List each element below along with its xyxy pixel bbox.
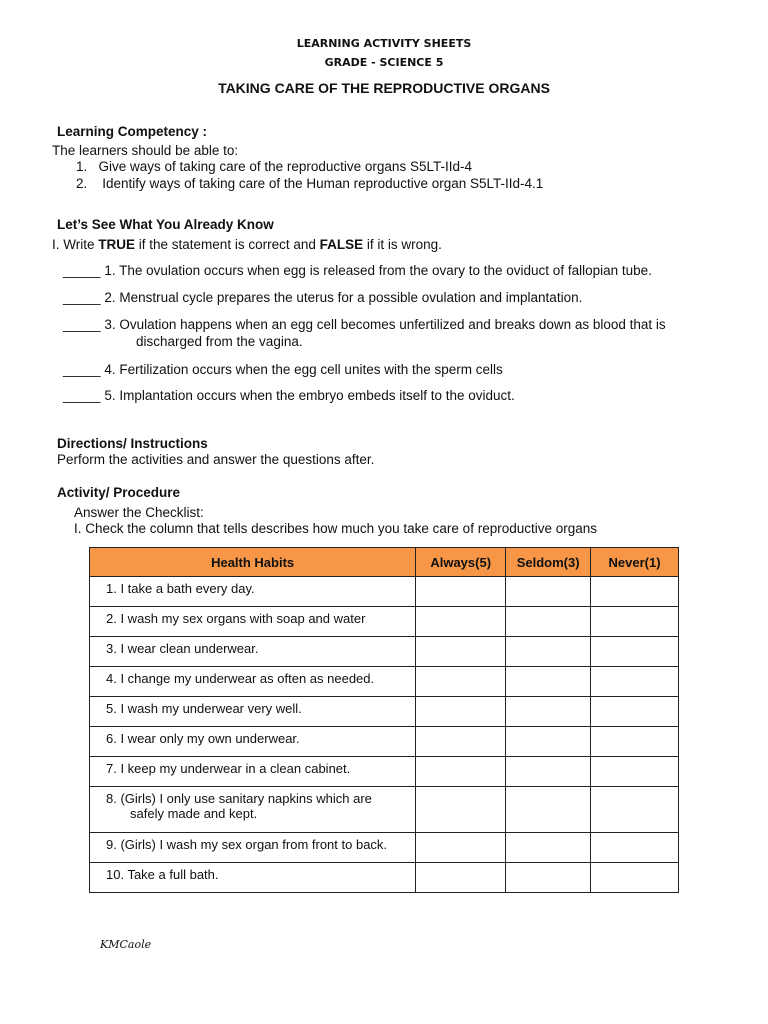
seldom-check-cell[interactable] <box>506 727 591 757</box>
table-row <box>90 787 679 833</box>
pretest-instructions <box>52 237 442 252</box>
pretest-item <box>63 362 503 377</box>
directions-text: Perform the activities and answer the questions after. <box>57 452 375 467</box>
table-row <box>90 697 679 727</box>
always-check-cell[interactable] <box>416 697 506 727</box>
always-check-cell[interactable] <box>416 863 506 893</box>
never-check-cell[interactable] <box>591 577 679 607</box>
habit-cell <box>90 787 416 833</box>
habit-cell: 10. Take a full bath. <box>90 863 416 893</box>
checklist-table <box>89 547 679 893</box>
activity-line: Answer the Checklist: <box>74 505 204 520</box>
competency-item <box>76 159 472 174</box>
never-check-cell[interactable] <box>591 757 679 787</box>
always-check-cell[interactable] <box>416 727 506 757</box>
habit-cell: 1. I take a bath every day. <box>90 577 416 607</box>
pretest-item <box>63 290 582 305</box>
habit-cell: 3. I wear clean underwear. <box>90 637 416 667</box>
directions-heading: Directions/ Instructions <box>57 436 208 451</box>
table-row <box>90 667 679 697</box>
pretest-item-text: 4. Fertilization occurs when the egg cell unites with the sperm cells <box>104 362 503 377</box>
always-check-cell[interactable] <box>416 607 506 637</box>
always-check-cell[interactable] <box>416 637 506 667</box>
col-header-health-habits: Health Habits <box>90 548 416 577</box>
table-row <box>90 757 679 787</box>
habit-text-continuation: safely made and kept. <box>130 806 258 821</box>
competency-heading: Learning Competency : <box>57 124 208 139</box>
col-header-seldom: Seldom(3) <box>506 548 591 577</box>
pretest-item <box>63 317 666 332</box>
author-signature: KMCaole <box>100 938 152 951</box>
habit-cell: 6. I wear only my own underwear. <box>90 727 416 757</box>
competency-num: 2. <box>76 176 88 191</box>
habit-cell: 4. I change my underwear as often as needed. <box>90 667 416 697</box>
pretest-item-text: 3. Ovulation happens when an egg cell becomes unfertilized and breaks down as blood that is <box>104 317 666 332</box>
seldom-check-cell[interactable] <box>506 577 591 607</box>
always-check-cell[interactable] <box>416 787 506 833</box>
table-row <box>90 863 679 893</box>
never-check-cell[interactable] <box>591 727 679 757</box>
never-check-cell[interactable] <box>591 637 679 667</box>
competency-item <box>76 176 543 191</box>
instr-true: TRUE <box>98 237 136 252</box>
pretest-item-text: 2. Menstrual cycle prepares the uterus for a possible ovulation and implantation. <box>104 290 583 305</box>
activity-line: I. Check the column that tells describes how much you take care of reproductive organs <box>74 521 598 536</box>
always-check-cell[interactable] <box>416 577 506 607</box>
habit-text: 8. (Girls) I only use sanitary napkins which are <box>106 791 372 806</box>
habit-cell: 2. I wash my sex organs with soap and water <box>90 607 416 637</box>
pretest-heading: Let’s See What You Already Know <box>57 217 274 232</box>
instr-mid: if the statement is correct and <box>135 237 320 252</box>
checklist-header-row <box>90 548 679 577</box>
col-header-never: Never(1) <box>591 548 679 577</box>
never-check-cell[interactable] <box>591 787 679 833</box>
seldom-check-cell[interactable] <box>506 637 591 667</box>
activity-heading: Activity/ Procedure <box>57 485 181 500</box>
never-check-cell[interactable] <box>591 667 679 697</box>
table-row <box>90 727 679 757</box>
seldom-check-cell[interactable] <box>506 757 591 787</box>
sheet-label: LEARNING ACTIVITY SHEETS <box>296 37 472 50</box>
seldom-check-cell[interactable] <box>506 667 591 697</box>
seldom-check-cell[interactable] <box>506 787 591 833</box>
always-check-cell[interactable] <box>416 757 506 787</box>
pretest-item <box>63 263 652 278</box>
never-check-cell[interactable] <box>591 607 679 637</box>
habit-cell: 9. (Girls) I wash my sex organ from front to back. <box>90 833 416 863</box>
answer-blank[interactable]: _____ <box>63 388 101 403</box>
grade-label: GRADE - SCIENCE 5 <box>324 56 444 69</box>
always-check-cell[interactable] <box>416 667 506 697</box>
habit-cell: 5. I wash my underwear very well. <box>90 697 416 727</box>
competency-num: 1. <box>76 159 88 174</box>
page-title: TAKING CARE OF THE REPRODUCTIVE ORGANS <box>218 80 550 96</box>
never-check-cell[interactable] <box>591 833 679 863</box>
competency-text: Identify ways of taking care of the Human reproductive organ S5LT-IId-4.1 <box>102 176 544 191</box>
table-row <box>90 607 679 637</box>
competency-intro: The learners should be able to: <box>52 143 239 158</box>
answer-blank[interactable]: _____ <box>63 317 101 332</box>
pretest-item-text: 5. Implantation occurs when the embryo embeds itself to the oviduct. <box>104 388 515 403</box>
col-header-always: Always(5) <box>416 548 506 577</box>
competency-text: Give ways of taking care of the reproductive organs S5LT-IId-4 <box>98 159 472 174</box>
answer-blank[interactable]: _____ <box>63 263 101 278</box>
seldom-check-cell[interactable] <box>506 607 591 637</box>
seldom-check-cell[interactable] <box>506 863 591 893</box>
instr-false: FALSE <box>319 237 364 252</box>
instr-suffix: if it is wrong. <box>363 237 442 252</box>
pretest-item-text: 1. The ovulation occurs when egg is released from the ovary to the oviduct of fallopian tube. <box>104 263 652 278</box>
table-row <box>90 833 679 863</box>
table-row <box>90 637 679 667</box>
pretest-item-continuation: discharged from the vagina. <box>136 334 303 349</box>
answer-blank[interactable]: _____ <box>63 362 101 377</box>
never-check-cell[interactable] <box>591 863 679 893</box>
habit-cell: 7. I keep my underwear in a clean cabinet. <box>90 757 416 787</box>
seldom-check-cell[interactable] <box>506 833 591 863</box>
instr-prefix: I. Write <box>52 237 99 252</box>
table-row <box>90 577 679 607</box>
never-check-cell[interactable] <box>591 697 679 727</box>
always-check-cell[interactable] <box>416 833 506 863</box>
seldom-check-cell[interactable] <box>506 697 591 727</box>
pretest-item <box>63 388 515 403</box>
answer-blank[interactable]: _____ <box>63 290 101 305</box>
